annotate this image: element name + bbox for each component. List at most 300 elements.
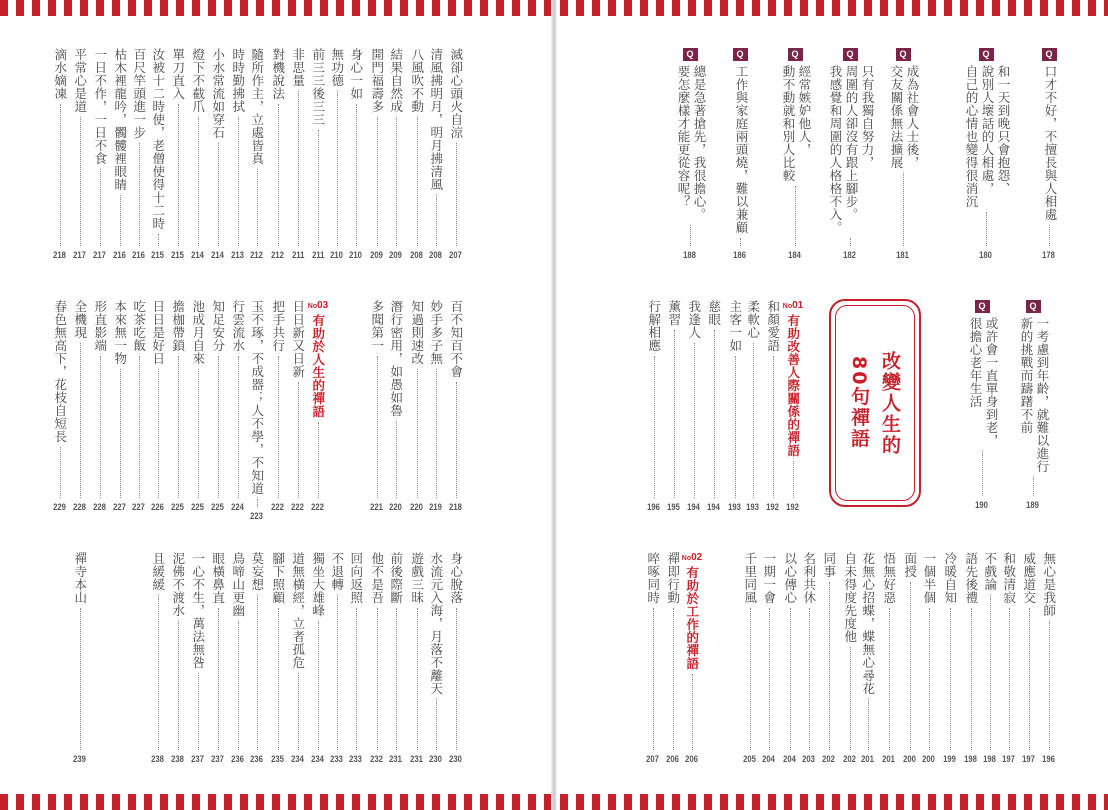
toc-entry-page: 202 xyxy=(822,754,836,764)
toc-entry[interactable] xyxy=(388,48,404,260)
toc-entry-title: 枯木裡龍吟，髑髏裡眼睛 xyxy=(112,48,128,191)
toc-entry-page: 229 xyxy=(53,502,67,512)
toc-entry-title: 前後際斷 xyxy=(388,552,404,604)
toc-entry[interactable] xyxy=(1001,552,1017,764)
toc-entry[interactable] xyxy=(782,552,798,764)
toc-entry-page: 238 xyxy=(151,754,165,764)
toc-entry[interactable] xyxy=(963,552,979,764)
toc-entry-page: 230 xyxy=(429,754,443,764)
toc-entry-page: 231 xyxy=(389,754,403,764)
toc-entry-page: 211 xyxy=(291,250,305,260)
toc-entry-title: 自未得度先度他 xyxy=(842,552,858,643)
dot-leader xyxy=(790,608,791,750)
toc-entry[interactable] xyxy=(761,552,777,764)
toc-entry-page: 217 xyxy=(73,250,87,260)
question-entry[interactable] xyxy=(674,48,706,260)
toc-entry[interactable] xyxy=(72,552,88,764)
section-heading[interactable] xyxy=(681,552,703,764)
toc-entry-title: 名利共休 xyxy=(801,552,817,604)
toc-entry-page: 214 xyxy=(211,250,225,260)
toc-entry-title: 冷暖自知 xyxy=(942,552,958,604)
dot-leader xyxy=(257,169,258,246)
dot-leader xyxy=(60,447,61,498)
question-text xyxy=(779,65,811,182)
toc-entry-page: 213 xyxy=(231,250,245,260)
question-badge: Q xyxy=(843,48,858,61)
dot-leader xyxy=(740,238,741,246)
question-badge: Q xyxy=(1042,48,1057,61)
toc-entry-title: 我逢人 xyxy=(686,300,702,339)
toc-entry-title: 腳下照顧 xyxy=(270,552,286,604)
toc-entry[interactable] xyxy=(230,300,246,512)
toc-entry[interactable] xyxy=(821,552,837,764)
dot-leader xyxy=(257,595,258,750)
toc-entry[interactable] xyxy=(190,48,206,260)
dot-leader xyxy=(456,608,457,750)
toc-entry-page: 235 xyxy=(271,754,285,764)
toc-entry-title: 滅卻心頭火自涼 xyxy=(448,48,464,139)
section-page: 192 xyxy=(786,502,800,512)
toc-entry-page: 193 xyxy=(746,502,760,512)
toc-entry-page: 224 xyxy=(231,502,245,512)
toc-entry-title: 行解相應 xyxy=(646,300,662,352)
toc-entry[interactable] xyxy=(131,300,147,512)
dot-leader xyxy=(377,356,378,498)
toc-entry[interactable] xyxy=(369,48,385,260)
toc-entry-page: 194 xyxy=(707,502,721,512)
toc-entry-title: 隨所作主，立處皆真 xyxy=(249,48,265,165)
page-gutter xyxy=(551,0,557,810)
section-number-value: 03 xyxy=(317,300,329,311)
toc-entry-page: 239 xyxy=(73,754,87,764)
toc-entry-title: 八風吹不動 xyxy=(409,48,425,113)
toc-entry-title: 單刀直入 xyxy=(170,48,186,100)
toc-entry[interactable] xyxy=(329,48,345,260)
toc-entry[interactable] xyxy=(706,300,722,512)
toc-entry-title: 他不是吾 xyxy=(369,552,385,604)
section-heading[interactable] xyxy=(782,300,804,512)
toc-entry-title: 和顏愛語 xyxy=(765,300,781,352)
dot-leader xyxy=(773,356,774,498)
toc-entry[interactable] xyxy=(270,552,286,764)
toc-entry[interactable] xyxy=(409,552,425,764)
toc-entry-title: 滴水嫡凍 xyxy=(52,48,68,100)
toc-entry[interactable] xyxy=(290,552,306,764)
toc-entry[interactable] xyxy=(742,552,758,764)
question-page: 184 xyxy=(788,250,802,260)
question-line: 動不動就和別人比較 xyxy=(781,65,796,182)
toc-entry-page: 216 xyxy=(132,250,146,260)
toc-entry-page: 201 xyxy=(882,754,896,764)
dot-leader xyxy=(1049,225,1050,246)
dot-leader xyxy=(1029,608,1030,750)
question-text xyxy=(732,65,748,234)
toc-entry[interactable] xyxy=(745,300,761,512)
question-page: 181 xyxy=(896,250,910,260)
question-entry[interactable] xyxy=(966,300,998,510)
question-line: 總是急著搶先，我很擔心。 xyxy=(692,65,707,221)
toc-entry[interactable] xyxy=(249,48,265,260)
section-title: 有助於工作的禪語 xyxy=(684,566,700,670)
section-number xyxy=(783,300,803,311)
toc-entry-page: 192 xyxy=(766,502,780,512)
toc-entry-title: 春色無高下，花枝自短長 xyxy=(52,300,68,443)
toc-entry[interactable] xyxy=(448,300,464,512)
dot-leader xyxy=(120,369,121,498)
toc-entry[interactable] xyxy=(428,300,444,512)
toc-entry-title: 遊戲三昧 xyxy=(409,552,425,604)
toc-entry-title: 日日新又日新 xyxy=(290,300,306,378)
toc-entry-page: 207 xyxy=(646,754,660,764)
question-entry[interactable] xyxy=(732,48,748,260)
toc-entry-title: 知過則速改 xyxy=(409,300,425,365)
section-title: 有助改善人際關係的禪語 xyxy=(785,314,801,457)
dot-leader xyxy=(903,173,904,246)
dot-leader xyxy=(417,369,418,498)
toc-entry[interactable] xyxy=(150,48,166,260)
toc-entry-title: 身心一如 xyxy=(348,48,364,100)
toc-entry-title: 擔枷帶鎖 xyxy=(170,300,186,352)
toc-entry[interactable] xyxy=(388,300,404,512)
toc-entry-page: 238 xyxy=(171,754,185,764)
toc-entry[interactable] xyxy=(765,300,781,512)
toc-entry[interactable] xyxy=(112,48,128,260)
toc-entry-title: 回向返照 xyxy=(348,552,364,604)
toc-entry[interactable] xyxy=(409,300,425,512)
question-line: 口才不好，不擅長與人相處 xyxy=(1043,65,1058,221)
dot-leader xyxy=(750,608,751,750)
toc-entry-page: 220 xyxy=(410,502,424,512)
dot-leader xyxy=(990,595,991,750)
dot-leader xyxy=(377,608,378,750)
toc-entry-title: 莫妄想 xyxy=(249,552,265,591)
toc-entry[interactable] xyxy=(428,48,444,260)
toc-entry[interactable] xyxy=(428,552,444,764)
toc-entry-page: 225 xyxy=(171,502,185,512)
toc-entry[interactable] xyxy=(190,300,206,512)
dot-leader xyxy=(436,699,437,750)
question-line: 只有我獨自努力， xyxy=(860,65,875,169)
toc-entry-page: 217 xyxy=(93,250,107,260)
dot-leader xyxy=(793,461,794,498)
toc-entry-page: 220 xyxy=(389,502,403,512)
toc-entry[interactable] xyxy=(150,300,166,512)
dot-leader xyxy=(396,608,397,750)
toc-entry-title: 吃茶吃飯 xyxy=(131,300,147,352)
dot-leader xyxy=(356,608,357,750)
toc-entry[interactable] xyxy=(210,48,226,260)
question-line: 和一天到晚只會抱怨、 xyxy=(996,65,1011,195)
toc-entry[interactable] xyxy=(150,552,166,764)
toc-entry[interactable] xyxy=(1021,552,1037,764)
question-page: 188 xyxy=(683,250,697,260)
toc-entry[interactable] xyxy=(921,552,937,764)
question-entry[interactable] xyxy=(826,48,874,260)
toc-entry-page: 198 xyxy=(964,754,978,764)
dot-leader xyxy=(318,130,319,246)
toc-entry[interactable] xyxy=(52,300,68,512)
toc-entry-title: 面授 xyxy=(902,552,918,578)
dot-leader xyxy=(238,356,239,498)
dot-leader xyxy=(278,356,279,498)
question-badge: Q xyxy=(979,48,994,61)
toc-entry-page: 225 xyxy=(191,502,205,512)
section-number-prefix: No xyxy=(307,303,318,310)
toc-entry-page: 236 xyxy=(231,754,245,764)
dot-leader xyxy=(1033,477,1034,496)
toc-entry-page: 205 xyxy=(743,754,757,764)
toc-entry[interactable] xyxy=(230,552,246,764)
toc-entry-title: 威應道交 xyxy=(1021,552,1037,604)
toc-entry-page: 215 xyxy=(171,250,185,260)
dot-leader xyxy=(218,143,219,246)
toc-entry-title: 小水常流如穿石 xyxy=(210,48,226,139)
question-badge: Q xyxy=(788,48,803,61)
dot-leader xyxy=(690,225,691,246)
question-entry[interactable] xyxy=(1017,300,1049,510)
question-badge: Q xyxy=(896,48,911,61)
toc-entry-title: 知足安分 xyxy=(210,300,226,352)
dot-leader xyxy=(850,647,851,750)
dot-leader xyxy=(1009,608,1010,750)
toc-entry[interactable] xyxy=(727,300,743,512)
toc-entry-title: 多聞第一 xyxy=(369,300,385,352)
toc-entry-page: 222 xyxy=(291,502,305,512)
toc-entry[interactable] xyxy=(448,552,464,764)
toc-entry[interactable] xyxy=(249,552,265,764)
toc-entry[interactable] xyxy=(92,48,108,260)
toc-entry[interactable] xyxy=(92,300,108,512)
toc-entry[interactable] xyxy=(290,300,306,512)
dot-leader xyxy=(318,422,319,498)
toc-entry[interactable] xyxy=(290,48,306,260)
chapter-title-line-2: 80句禪語 xyxy=(848,356,870,450)
toc-entry[interactable] xyxy=(942,552,958,764)
question-line: 自己的心情也變得很消沉 xyxy=(964,65,979,208)
question-page: 178 xyxy=(1042,250,1056,260)
toc-entry[interactable] xyxy=(369,552,385,764)
toc-entry[interactable] xyxy=(388,552,404,764)
toc-entry-page: 202 xyxy=(843,754,857,764)
toc-entry-title: 鳥啼山更幽 xyxy=(230,552,246,617)
toc-entry[interactable] xyxy=(409,48,425,260)
dot-leader xyxy=(178,621,179,750)
toc-entry[interactable] xyxy=(210,552,226,764)
question-entry[interactable] xyxy=(1041,48,1057,260)
toc-entry[interactable] xyxy=(249,300,265,521)
toc-entry-title: 汝被十二時使，老僧使得十二時 xyxy=(150,48,166,230)
toc-entry[interactable] xyxy=(270,300,286,512)
toc-entry-title: 同事 xyxy=(821,552,837,578)
toc-entry[interactable] xyxy=(170,552,186,764)
toc-entry[interactable] xyxy=(1041,552,1057,764)
dot-leader xyxy=(158,369,159,498)
toc-entry-title: 道無橫經，立者孤危 xyxy=(290,552,306,669)
toc-entry[interactable] xyxy=(645,552,661,764)
dot-leader xyxy=(456,143,457,246)
toc-entry[interactable] xyxy=(902,552,918,764)
question-page: 182 xyxy=(843,250,857,260)
toc-entry[interactable] xyxy=(131,48,147,260)
toc-entry-page: 219 xyxy=(429,502,443,512)
toc-entry[interactable] xyxy=(329,552,345,764)
toc-entry-title: 泥佛不渡水 xyxy=(170,552,186,617)
toc-entry[interactable] xyxy=(210,300,226,512)
toc-entry-title: 潛行密用，如愚如魯 xyxy=(388,300,404,417)
toc-entry-title: 花無心招蝶，蝶無心尋花 xyxy=(860,552,876,695)
toc-entry-title: 主客一如 xyxy=(727,300,743,352)
toc-entry[interactable] xyxy=(881,552,897,764)
toc-entry-title: 悟無好惡 xyxy=(881,552,897,604)
toc-entry-title: 行雲流水 xyxy=(230,300,246,352)
toc-entry[interactable] xyxy=(842,552,858,764)
section-heading[interactable] xyxy=(307,300,329,512)
dot-leader xyxy=(377,117,378,246)
dot-leader xyxy=(910,582,911,750)
toc-entry[interactable] xyxy=(72,48,88,260)
question-badge: Q xyxy=(733,48,748,61)
toc-entry-title: 形直影端 xyxy=(92,300,108,352)
toc-entry-page: 215 xyxy=(151,250,165,260)
question-entry[interactable] xyxy=(887,48,919,260)
dot-leader xyxy=(298,91,299,246)
toc-entry[interactable] xyxy=(170,300,186,512)
dot-leader xyxy=(278,608,279,750)
toc-entry[interactable] xyxy=(310,48,326,260)
toc-entry-title: 一日不作，一日不食 xyxy=(92,48,108,165)
question-line: 一考慮到年齡，就難以進行 xyxy=(1035,317,1050,473)
toc-entry-title: 一心不生，萬法無咎 xyxy=(190,552,206,669)
dot-leader xyxy=(298,382,299,498)
dot-leader xyxy=(158,234,159,246)
toc-entry-title: 全機現 xyxy=(72,300,88,339)
toc-entry-page: 228 xyxy=(73,502,87,512)
toc-entry[interactable] xyxy=(170,48,186,260)
dot-leader xyxy=(436,369,437,498)
dot-leader xyxy=(139,143,140,246)
dot-leader xyxy=(100,169,101,246)
toc-entry[interactable] xyxy=(310,552,326,764)
dot-leader xyxy=(829,582,830,750)
toc-entry[interactable] xyxy=(72,300,88,512)
toc-entry-page: 208 xyxy=(410,250,424,260)
toc-entry-page: 207 xyxy=(449,250,463,260)
question-line: 很擔心老年生活 xyxy=(968,317,983,408)
toc-entry-page: 195 xyxy=(667,502,681,512)
toc-entry-page: 225 xyxy=(211,502,225,512)
toc-entry-page: 200 xyxy=(903,754,917,764)
section-number-value: 02 xyxy=(691,552,703,563)
question-entry[interactable] xyxy=(962,48,1010,260)
toc-entry-page: 227 xyxy=(132,502,146,512)
dot-leader xyxy=(278,104,279,246)
toc-entry-title: 清風拂明月，明月拂清風 xyxy=(428,48,444,191)
toc-entry-page: 237 xyxy=(211,754,225,764)
section-number-prefix: No xyxy=(782,303,793,310)
toc-entry[interactable] xyxy=(982,552,998,764)
dot-leader xyxy=(889,608,890,750)
toc-entry-page: 223 xyxy=(250,511,264,521)
toc-entry[interactable] xyxy=(666,300,682,512)
dot-leader xyxy=(139,356,140,498)
dot-leader xyxy=(80,608,81,750)
toc-entry-page: 200 xyxy=(922,754,936,764)
toc-entry[interactable] xyxy=(190,552,206,764)
toc-entry-title: 平常心是道 xyxy=(72,48,88,113)
toc-entry-title: 禪寺本山 xyxy=(72,552,88,604)
toc-entry[interactable] xyxy=(348,552,364,764)
question-page: 180 xyxy=(979,250,993,260)
toc-entry[interactable] xyxy=(348,48,364,260)
toc-entry-title: 不戲論 xyxy=(982,552,998,591)
question-line: 要怎麼樣才能更從容呢？ xyxy=(676,65,691,208)
question-text xyxy=(966,317,998,447)
dot-leader xyxy=(298,673,299,750)
dot-leader xyxy=(654,356,655,498)
toc-entry-page: 214 xyxy=(191,250,205,260)
dot-leader xyxy=(218,608,219,750)
question-badge: Q xyxy=(683,48,698,61)
toc-entry-title: 百不知百不會 xyxy=(448,300,464,378)
toc-entry-title: 啐啄同時 xyxy=(645,552,661,604)
toc-entry[interactable] xyxy=(665,552,681,764)
toc-entry[interactable] xyxy=(686,300,702,512)
dot-leader xyxy=(795,186,796,246)
toc-entry[interactable] xyxy=(801,552,817,764)
dot-leader xyxy=(1049,621,1050,750)
question-page: 186 xyxy=(733,250,747,260)
dot-leader xyxy=(850,238,851,246)
toc-entry-page: 232 xyxy=(370,754,384,764)
toc-entry-page: 216 xyxy=(113,250,127,260)
dot-leader xyxy=(178,356,179,498)
dot-leader xyxy=(337,595,338,750)
toc-entry[interactable] xyxy=(52,48,68,260)
dot-leader xyxy=(198,673,199,750)
toc-entry-title: 非思量 xyxy=(290,48,306,87)
chapter-title-frame xyxy=(835,305,915,501)
toc-entry-page: 226 xyxy=(151,502,165,512)
dot-leader xyxy=(158,595,159,750)
chapter-title-badge xyxy=(829,299,921,507)
toc-entry[interactable] xyxy=(448,48,464,260)
toc-entry-page: 210 xyxy=(349,250,363,260)
toc-entry[interactable] xyxy=(230,48,246,260)
question-badge: Q xyxy=(975,300,990,313)
toc-entry[interactable] xyxy=(369,300,385,512)
toc-entry-title: 日日是好日 xyxy=(150,300,166,365)
dot-leader xyxy=(218,356,219,498)
question-entry[interactable] xyxy=(779,48,811,260)
toc-entry[interactable] xyxy=(270,48,286,260)
toc-entry[interactable] xyxy=(646,300,662,512)
dot-leader xyxy=(120,195,121,246)
toc-entry-title: 百尺竿頭進一步 xyxy=(131,48,147,139)
toc-entry-page: 208 xyxy=(429,250,443,260)
dot-leader xyxy=(238,117,239,246)
toc-entry-page: 194 xyxy=(687,502,701,512)
toc-entry-title: 玉不琢，不成器；人不學，不知道 xyxy=(249,300,265,495)
dot-leader xyxy=(100,356,101,498)
dot-leader xyxy=(396,117,397,246)
dot-leader xyxy=(694,343,695,498)
section-number xyxy=(308,300,328,311)
toc-entry-title: 薰習 xyxy=(666,300,682,326)
toc-entry[interactable] xyxy=(860,552,876,764)
toc-entry-page: 198 xyxy=(983,754,997,764)
toc-entry[interactable] xyxy=(112,300,128,512)
dot-leader xyxy=(753,343,754,498)
